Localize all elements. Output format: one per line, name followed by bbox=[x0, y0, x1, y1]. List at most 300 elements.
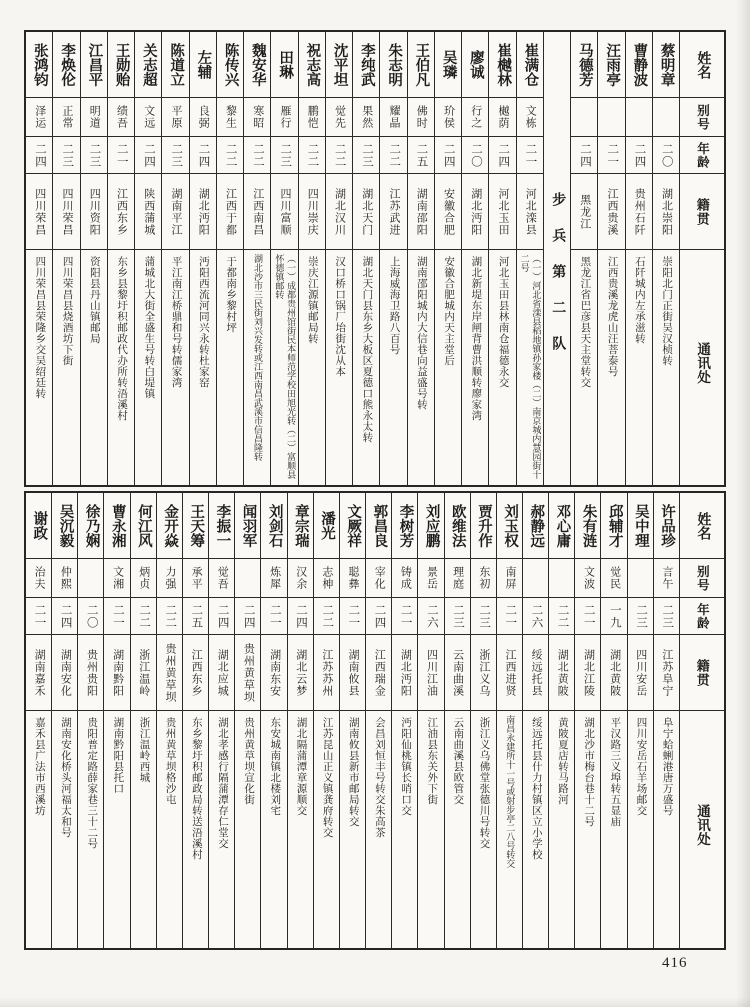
person-column bbox=[190, 32, 217, 485]
person-name: 吴沉毅 bbox=[52, 493, 77, 559]
person-origin: 湖北黄陂 bbox=[549, 635, 574, 711]
person-hao: 文栋 bbox=[517, 98, 543, 137]
person-column bbox=[104, 493, 130, 948]
person-age: 二一 bbox=[108, 137, 134, 174]
person-age: 二一 bbox=[598, 137, 624, 174]
person-age: 二一 bbox=[261, 598, 286, 635]
person-age: 二五 bbox=[183, 598, 208, 635]
person-address: 湖北沙市三民街刘兴发转或江西南昌武溪市信昌隆转 bbox=[252, 254, 263, 461]
person-origin: 湖北汉川 bbox=[326, 174, 352, 250]
header-address: 通讯处 bbox=[695, 341, 711, 384]
person-name: 刘剑石 bbox=[261, 493, 286, 559]
person-hao: 炼犀 bbox=[261, 559, 286, 598]
person-address: 上海威海卫路八百号 bbox=[388, 256, 400, 355]
person-origin: 湖北崇阳 bbox=[653, 174, 679, 250]
person-age: 二三 bbox=[353, 137, 379, 174]
person-name: 江昌平 bbox=[81, 32, 107, 98]
person-name: 蔡明章 bbox=[653, 32, 679, 98]
person-name: 李纯武 bbox=[353, 32, 379, 98]
header-name: 姓名 bbox=[680, 32, 724, 98]
person-address: 贵州黄草坝格沙屯 bbox=[164, 717, 176, 805]
person-age: 二四 bbox=[435, 137, 461, 174]
person-name: 左辅 bbox=[190, 32, 216, 98]
person-origin: 浙江义乌 bbox=[471, 635, 496, 711]
person-hao: 泽运 bbox=[26, 98, 52, 137]
person-origin: 贵州贵阳 bbox=[78, 635, 103, 711]
person-address: 东安城南镇北楼刘宅 bbox=[269, 717, 281, 816]
person-column bbox=[489, 32, 516, 485]
person-hao bbox=[628, 559, 653, 598]
person-hao: 寒昭 bbox=[244, 98, 270, 137]
person-origin: 四川荣昌 bbox=[53, 174, 79, 250]
person-hao: 黎生 bbox=[217, 98, 243, 137]
person-column bbox=[157, 493, 183, 948]
person-origin: 四川崇庆 bbox=[299, 174, 325, 250]
person-hao: 觉先 bbox=[326, 98, 352, 137]
person-origin: 江西南昌 bbox=[244, 174, 270, 250]
person-name: 廖诚 bbox=[462, 32, 488, 98]
person-name: 文厥祥 bbox=[340, 493, 365, 559]
person-origin: 湖南平江 bbox=[162, 174, 188, 250]
person-address: 东乡县黎圩积邮政代办所转浯溪村 bbox=[116, 256, 128, 421]
person-name: 欧维法 bbox=[445, 493, 470, 559]
person-hao bbox=[523, 559, 548, 598]
person-address: 平汉路三义埠转五显庙 bbox=[609, 717, 621, 827]
person-hao: 行之 bbox=[462, 98, 488, 137]
person-address: 湖北沙市梅台巷十二号 bbox=[583, 717, 595, 827]
person-name: 田琳 bbox=[271, 32, 297, 98]
person-column bbox=[654, 493, 680, 948]
person-address: 湖南攸县新市邮局转交 bbox=[347, 717, 359, 827]
person-name: 刘玉权 bbox=[497, 493, 522, 559]
section-column bbox=[544, 32, 571, 485]
person-hao: 佛时 bbox=[408, 98, 434, 137]
person-column bbox=[571, 32, 598, 485]
person-address: 湖南邵阳城内大信巷向益盛号转 bbox=[415, 256, 427, 410]
person-column bbox=[497, 493, 523, 948]
header-origin: 籍贯 bbox=[680, 635, 724, 711]
person-age: 二三 bbox=[471, 598, 496, 635]
person-address: 浙江温岭西城 bbox=[138, 717, 150, 783]
person-address: 江西贵溪龙虎山汪菩泰号 bbox=[606, 256, 618, 377]
person-column bbox=[575, 493, 601, 948]
person-hao: 东初 bbox=[471, 559, 496, 598]
person-column bbox=[26, 32, 53, 485]
person-age: 一九 bbox=[601, 598, 626, 635]
person-age: 二四 bbox=[135, 137, 161, 174]
header-hao: 别号 bbox=[680, 559, 724, 598]
person-hao: 觉吾 bbox=[209, 559, 234, 598]
person-hao: 果然 bbox=[353, 98, 379, 137]
header-age: 年龄 bbox=[680, 137, 724, 174]
person-column bbox=[517, 32, 544, 485]
person-address: 湖北天门县东乡大板区夏德口熊永太转 bbox=[361, 256, 373, 443]
person-hao bbox=[571, 98, 597, 137]
person-age: 二一 bbox=[392, 598, 417, 635]
person-hao bbox=[598, 98, 624, 137]
person-origin: 贵州石阡 bbox=[626, 174, 652, 250]
person-origin: 四川资阳 bbox=[81, 174, 107, 250]
person-column bbox=[380, 32, 407, 485]
person-origin: 陕西蒲城 bbox=[135, 174, 161, 250]
person-address: 湖北新堤东岸闸背曹洪顺转廖家湾 bbox=[470, 256, 482, 421]
person-age: 二二 bbox=[299, 137, 325, 174]
person-name: 郭昌良 bbox=[366, 493, 391, 559]
person-name: 朱有涟 bbox=[575, 493, 600, 559]
person-age: 二一 bbox=[497, 598, 522, 635]
person-column bbox=[408, 32, 435, 485]
person-origin: 江西瑞金 bbox=[366, 635, 391, 711]
person-origin: 江苏苏州 bbox=[314, 635, 339, 711]
person-age: 二四 bbox=[52, 598, 77, 635]
person-age: 二一 bbox=[575, 598, 600, 635]
person-address: 嘉禾县广法市西溪坊 bbox=[33, 717, 45, 816]
person-address: 南昌永建所十一号或射步亭二八号转交 bbox=[505, 715, 516, 868]
person-origin: 安徽合肥 bbox=[435, 174, 461, 250]
person-column bbox=[217, 32, 244, 485]
person-column bbox=[183, 493, 209, 948]
person-address: 平江南江桥鼎和号转儒家湾 bbox=[170, 256, 182, 388]
person-age: 二四 bbox=[209, 598, 234, 635]
person-origin: 河北玉田 bbox=[489, 174, 515, 250]
person-name: 沈平坦 bbox=[326, 32, 352, 98]
person-origin: 湖南邵阳 bbox=[408, 174, 434, 250]
person-origin: 湖北沔阳 bbox=[462, 174, 488, 250]
person-origin: 江西东乡 bbox=[108, 174, 134, 250]
person-hao: 绩吾 bbox=[108, 98, 134, 137]
person-hao: 正常 bbox=[53, 98, 79, 137]
person-name: 朱志明 bbox=[380, 32, 406, 98]
person-address: 湖南安化桥头河福太和号 bbox=[60, 717, 72, 838]
person-address: 于都南乡黎村坪 bbox=[225, 256, 237, 333]
person-age: 二三 bbox=[445, 598, 470, 635]
person-column bbox=[108, 32, 135, 485]
person-age: 二六 bbox=[523, 598, 548, 635]
header-hao: 别号 bbox=[680, 98, 724, 137]
person-origin: 湖北云梦 bbox=[288, 635, 313, 711]
person-age: 二四 bbox=[489, 137, 515, 174]
person-name: 王勋贻 bbox=[108, 32, 134, 98]
person-column bbox=[314, 493, 340, 948]
person-name: 潘光 bbox=[314, 493, 339, 559]
person-name: 祝志高 bbox=[299, 32, 325, 98]
person-column bbox=[299, 32, 326, 485]
person-age: 二二 bbox=[217, 137, 243, 174]
person-age: 二三 bbox=[53, 137, 79, 174]
person-name: 章宗瑞 bbox=[288, 493, 313, 559]
person-name: 张鸿钧 bbox=[26, 32, 52, 98]
person-column bbox=[366, 493, 392, 948]
person-name: 金开焱 bbox=[157, 493, 182, 559]
section-label: 步兵第二队 bbox=[550, 192, 566, 372]
header-column bbox=[680, 493, 724, 948]
person-address: （一）成都贵州馆街民本师范学校田旭光转（二）富顺县怀德镇邮转 bbox=[274, 254, 297, 479]
person-column bbox=[52, 493, 78, 948]
header-age: 年龄 bbox=[680, 598, 724, 635]
person-origin: 四川安岳 bbox=[628, 635, 653, 711]
person-hao bbox=[235, 559, 260, 598]
person-name: 吴中理 bbox=[628, 493, 653, 559]
person-hao: 平原 bbox=[162, 98, 188, 137]
person-column bbox=[653, 32, 680, 485]
person-origin: 江西进贤 bbox=[497, 635, 522, 711]
person-origin: 湖南安化 bbox=[52, 635, 77, 711]
person-address: 沔阳西流河同兴永转杜家窑 bbox=[197, 256, 209, 388]
person-name: 李树芳 bbox=[392, 493, 417, 559]
person-origin: 四川荣昌 bbox=[26, 174, 52, 250]
person-age: 二二 bbox=[380, 137, 406, 174]
person-age: 二〇 bbox=[653, 137, 679, 174]
person-address: 崇庆江源镇邮局转 bbox=[306, 256, 318, 344]
person-origin: 贵州黄草坝 bbox=[157, 635, 182, 711]
person-origin: 湖北应城 bbox=[209, 635, 234, 711]
header-origin: 籍贯 bbox=[680, 174, 724, 250]
person-column bbox=[340, 493, 366, 948]
person-column bbox=[471, 493, 497, 948]
person-hao: 文湘 bbox=[104, 559, 129, 598]
person-hao: 文波 bbox=[575, 559, 600, 598]
header-address: 通讯处 bbox=[695, 803, 710, 846]
person-origin: 绥远托县 bbox=[523, 635, 548, 711]
person-address: 云南曲溪县欧管交 bbox=[452, 717, 464, 805]
person-hao: 景岳 bbox=[418, 559, 443, 598]
person-column bbox=[462, 32, 489, 485]
person-address: 贵州黄草坝宣化街 bbox=[243, 717, 255, 805]
person-age: 二三 bbox=[628, 598, 653, 635]
person-name: 郝静远 bbox=[523, 493, 548, 559]
person-hao: 耀晶 bbox=[380, 98, 406, 137]
person-age: 二〇 bbox=[78, 598, 103, 635]
person-column bbox=[135, 32, 162, 485]
person-name: 崔樾林 bbox=[489, 32, 515, 98]
person-hao: 聪彝 bbox=[340, 559, 365, 598]
person-hao: 力强 bbox=[157, 559, 182, 598]
person-age: 二一 bbox=[26, 598, 51, 635]
person-column bbox=[209, 493, 235, 948]
person-age: 二三 bbox=[81, 137, 107, 174]
person-address: 四川荣昌县烧酒坊下街 bbox=[61, 256, 73, 366]
person-age: 二〇 bbox=[462, 137, 488, 174]
header-name: 姓名 bbox=[680, 493, 724, 559]
person-hao: 明道 bbox=[81, 98, 107, 137]
person-age: 二五 bbox=[408, 137, 434, 174]
person-column bbox=[353, 32, 380, 485]
person-hao bbox=[653, 98, 679, 137]
person-age: 二一 bbox=[517, 137, 543, 174]
person-hao: 志柛 bbox=[314, 559, 339, 598]
person-name: 刘应鹏 bbox=[418, 493, 443, 559]
person-origin: 四川江油 bbox=[418, 635, 443, 711]
scan-edge-shading-right bbox=[736, 0, 750, 1007]
person-column bbox=[326, 32, 353, 485]
person-address: 石阡城内左承滋转 bbox=[633, 256, 645, 344]
person-name: 李焕伦 bbox=[53, 32, 79, 98]
person-age: 二一 bbox=[340, 598, 365, 635]
person-hao: 仲熙 bbox=[52, 559, 77, 598]
person-name: 谢政 bbox=[26, 493, 51, 559]
person-name: 李振一 bbox=[209, 493, 234, 559]
person-hao: 良弼 bbox=[190, 98, 216, 137]
person-age: 二二 bbox=[131, 598, 156, 635]
person-name: 吴璘 bbox=[435, 32, 461, 98]
person-column bbox=[271, 32, 298, 485]
person-origin: 江苏阜宁 bbox=[654, 635, 679, 711]
person-age: 二二 bbox=[326, 137, 352, 174]
person-origin: 江西东乡 bbox=[183, 635, 208, 711]
person-name: 陈传兴 bbox=[217, 32, 243, 98]
person-column bbox=[26, 493, 52, 948]
person-address: 东乡黎圩积邮政局转送浯溪村 bbox=[190, 717, 202, 860]
page-number: 416 bbox=[662, 955, 688, 971]
person-name: 关志超 bbox=[135, 32, 161, 98]
person-column bbox=[523, 493, 549, 948]
person-age: 二三 bbox=[271, 137, 297, 174]
scan-edge-shading-bottom bbox=[0, 997, 750, 1007]
person-origin: 湖南攸县 bbox=[340, 635, 365, 711]
person-hao: 宰化 bbox=[366, 559, 391, 598]
person-name: 王天筹 bbox=[183, 493, 208, 559]
person-name: 曹永湘 bbox=[104, 493, 129, 559]
person-column bbox=[601, 493, 627, 948]
person-hao: 鹏恺 bbox=[299, 98, 325, 137]
person-column bbox=[418, 493, 444, 948]
person-age: 二四 bbox=[626, 137, 652, 174]
person-address: 河北玉田县林南仓福德永交 bbox=[497, 256, 509, 388]
person-age: 二六 bbox=[418, 598, 443, 635]
person-column bbox=[628, 493, 654, 948]
person-name: 崔满仓 bbox=[517, 32, 543, 98]
person-origin: 湖南黔阳 bbox=[104, 635, 129, 711]
person-origin: 浙江温岭 bbox=[131, 635, 156, 711]
person-name: 何江风 bbox=[131, 493, 156, 559]
person-hao bbox=[549, 559, 574, 598]
person-name: 闻羽军 bbox=[235, 493, 260, 559]
roster-table-bottom bbox=[24, 491, 726, 950]
person-origin: 江苏武进 bbox=[380, 174, 406, 250]
person-age: 二四 bbox=[366, 598, 391, 635]
person-name: 贾升作 bbox=[471, 493, 496, 559]
person-name: 徐乃娴 bbox=[78, 493, 103, 559]
person-column bbox=[288, 493, 314, 948]
person-column bbox=[445, 493, 471, 948]
person-age: 二四 bbox=[288, 598, 313, 635]
person-column bbox=[626, 32, 653, 485]
person-age: 二三 bbox=[162, 137, 188, 174]
person-hao: 言午 bbox=[654, 559, 679, 598]
person-column bbox=[53, 32, 80, 485]
person-address: 湖北孝感行隔蒲潭存仁堂交 bbox=[216, 717, 228, 849]
person-hao: 文远 bbox=[135, 98, 161, 137]
person-origin: 湖北黄陂 bbox=[601, 635, 626, 711]
person-address: 绥远托县什力村镇区立小学校 bbox=[530, 717, 542, 860]
person-name: 陈道立 bbox=[162, 32, 188, 98]
person-hao: 玠侯 bbox=[435, 98, 461, 137]
person-column bbox=[549, 493, 575, 948]
person-name: 马德芳 bbox=[571, 32, 597, 98]
person-address: 蒲城北大街全盛生号转白堤镇 bbox=[143, 256, 155, 399]
person-age: 二四 bbox=[190, 137, 216, 174]
person-address: 湖南黔阳县托口 bbox=[112, 717, 124, 794]
person-origin: 湖南嘉禾 bbox=[26, 635, 51, 711]
person-name: 魏安华 bbox=[244, 32, 270, 98]
person-address: 黑龙江省巴彦县天主堂转交 bbox=[579, 256, 591, 388]
person-name: 汪雨亭 bbox=[598, 32, 624, 98]
person-column bbox=[78, 493, 104, 948]
person-age: 二四 bbox=[26, 137, 52, 174]
person-hao: 理庭 bbox=[445, 559, 470, 598]
person-name: 邓心庸 bbox=[549, 493, 574, 559]
person-age: 二二 bbox=[314, 598, 339, 635]
person-origin: 湖北沔阳 bbox=[392, 635, 417, 711]
person-column bbox=[131, 493, 157, 948]
person-address: 黄陂夏店转马路河 bbox=[557, 717, 568, 805]
person-origin: 江西贵溪 bbox=[598, 174, 624, 250]
person-address: 崇阳北门正街吴汉桢转 bbox=[661, 256, 673, 366]
person-address: 资阳县丹山镇邮局 bbox=[88, 256, 100, 344]
person-hao bbox=[78, 559, 103, 598]
person-age: 二二 bbox=[244, 137, 270, 174]
person-age: 二二 bbox=[157, 598, 182, 635]
person-address: 贵阳普定路薛家巷三十二号 bbox=[86, 717, 98, 849]
header-column bbox=[680, 32, 724, 485]
person-hao: 南屏 bbox=[497, 559, 522, 598]
person-address: 湖北隔蒲潭章源顺交 bbox=[295, 717, 307, 816]
person-hao: 雁行 bbox=[271, 98, 297, 137]
person-column bbox=[435, 32, 462, 485]
person-column bbox=[235, 493, 261, 948]
person-hao: 铸成 bbox=[392, 559, 417, 598]
person-address: 四川荣昌县荣隆乡交吴绍廷转 bbox=[34, 256, 46, 399]
person-address: 浙江义乌佛堂张德川号转交 bbox=[478, 717, 490, 849]
person-origin: 湖南东安 bbox=[261, 635, 286, 711]
person-origin: 湖北沔阳 bbox=[190, 174, 216, 250]
person-column bbox=[162, 32, 189, 485]
person-origin: 黑龙江 bbox=[571, 174, 597, 250]
person-column bbox=[261, 493, 287, 948]
person-column bbox=[81, 32, 108, 485]
person-origin: 四川富顺 bbox=[271, 174, 297, 250]
person-origin: 湖北天门 bbox=[353, 174, 379, 250]
person-origin: 河北滦县 bbox=[517, 174, 543, 250]
person-origin: 贵州黄草坝 bbox=[235, 635, 260, 711]
person-column bbox=[598, 32, 625, 485]
person-address: 汉口桥口锅厂坮街沈从本 bbox=[334, 256, 346, 377]
person-hao: 汉余 bbox=[288, 559, 313, 598]
person-address: 安徽合肥城内天主堂后 bbox=[443, 256, 455, 366]
person-name: 许品珍 bbox=[654, 493, 679, 559]
person-address: 会昌刘恒丰号转交朱高茶 bbox=[373, 717, 385, 838]
person-age: 二四 bbox=[571, 137, 597, 174]
person-address: 沔阳仙桃镇长哨口交 bbox=[400, 717, 412, 816]
person-hao: 樾荫 bbox=[489, 98, 515, 137]
person-hao: 觉民 bbox=[601, 559, 626, 598]
person-column bbox=[392, 493, 418, 948]
person-hao: 承平 bbox=[183, 559, 208, 598]
person-name: 邱辅才 bbox=[601, 493, 626, 559]
person-address: 四川安岳石羊场邮交 bbox=[635, 717, 647, 816]
person-address: 江油县东关外下街 bbox=[426, 717, 438, 805]
person-hao bbox=[626, 98, 652, 137]
person-age: 二四 bbox=[235, 598, 260, 635]
person-age: 二一 bbox=[104, 598, 129, 635]
person-hao: 治夫 bbox=[26, 559, 51, 598]
person-origin: 云南曲溪 bbox=[445, 635, 470, 711]
person-name: 曹静波 bbox=[626, 32, 652, 98]
person-hao: 炳贞 bbox=[131, 559, 156, 598]
person-address: （一）河北省滦县稻地镇孙家楼（二）南京城内慧园街十二号 bbox=[519, 254, 542, 479]
person-address: 阜宁蛤蜊港唐万盛号 bbox=[661, 717, 673, 816]
person-name: 王伯凡 bbox=[408, 32, 434, 98]
